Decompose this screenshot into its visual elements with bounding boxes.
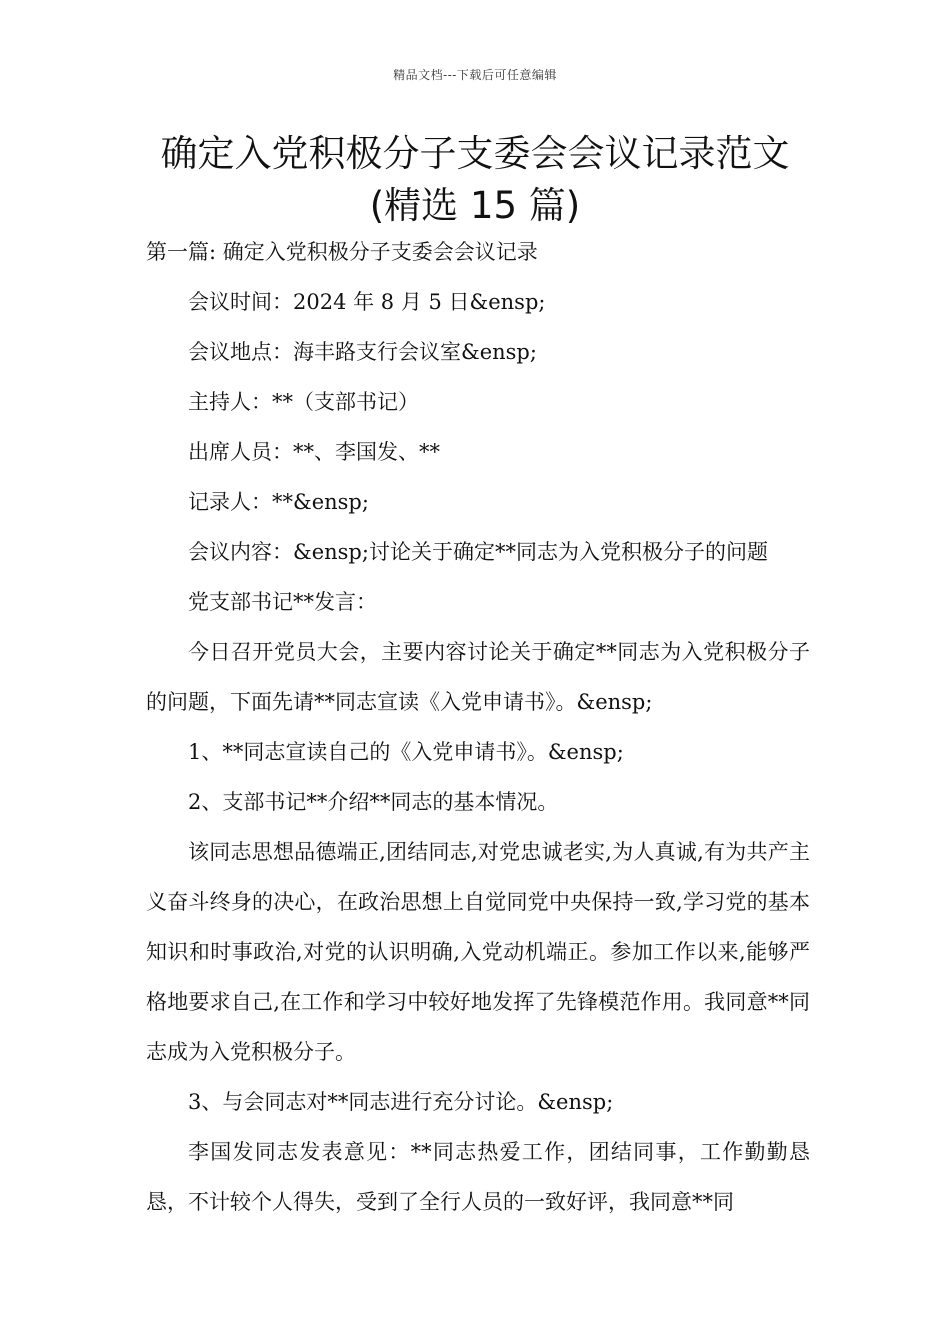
agenda-item-1: 1、**同志宣读自己的《入党申请书》。&ensp; (188, 740, 624, 764)
body-paragraph: 今日召开党员大会，主要内容讨论关于确定**同志为入党积极分子的问题，下面先请**同志宣读《入党申请书》。&ensp; (146, 640, 810, 714)
meeting-host: 主持人：**（支部书记） (188, 390, 419, 414)
title-line-1: 确定入党积极分子支委会会议记录范文 (160, 132, 790, 175)
document-title (60, 128, 890, 232)
meeting-recorder: 记录人：**&ensp; (188, 490, 369, 514)
agenda-item-2: 2、支部书记**介绍**同志的基本情况。 (188, 790, 559, 814)
agenda-item-3: 3、与会同志对**同志进行充分讨论。&ensp; (188, 1090, 614, 1114)
header-note: 精品文档---下载后可任意编辑 (393, 68, 557, 82)
meeting-content: 会议内容：&ensp;讨论关于确定**同志为入党积极分子的问题 (188, 540, 768, 564)
title-line-2: (精选 15 篇) (369, 184, 581, 227)
meeting-attendees: 出席人员：**、李国发、** (188, 440, 440, 464)
body-paragraph: 李国发同志发表意见：**同志热爱工作，团结同事，工作勤勤恳恳，不计较个人得失，受到了全行人员的一致好评，我同意**同 (146, 1140, 810, 1214)
meeting-time: 会议时间：2024 年 8 月 5 日&ensp; (188, 290, 546, 314)
secretary-speech-label: 党支部书记**发言： (188, 590, 377, 614)
meeting-location: 会议地点：海丰路支行会议室&ensp; (188, 340, 537, 364)
section-heading: 第一篇: 确定入党积极分子支委会会议记录 (146, 240, 538, 264)
document-body (146, 227, 810, 1227)
body-paragraph: 该同志思想品德端正,团结同志,对党忠诚老实,为人真诚,有为共产主义奋斗终身的决心，在政治思想上自觉同党中央保持一致,学习党的基本知识和时事政治,对党的认识明确,入党动机端正。参加工作以来,能够严格地要求自己,在工作和学习中较好地发挥了先锋模范作用。我同意**同志成为入党积极分子。 (146, 840, 810, 1064)
